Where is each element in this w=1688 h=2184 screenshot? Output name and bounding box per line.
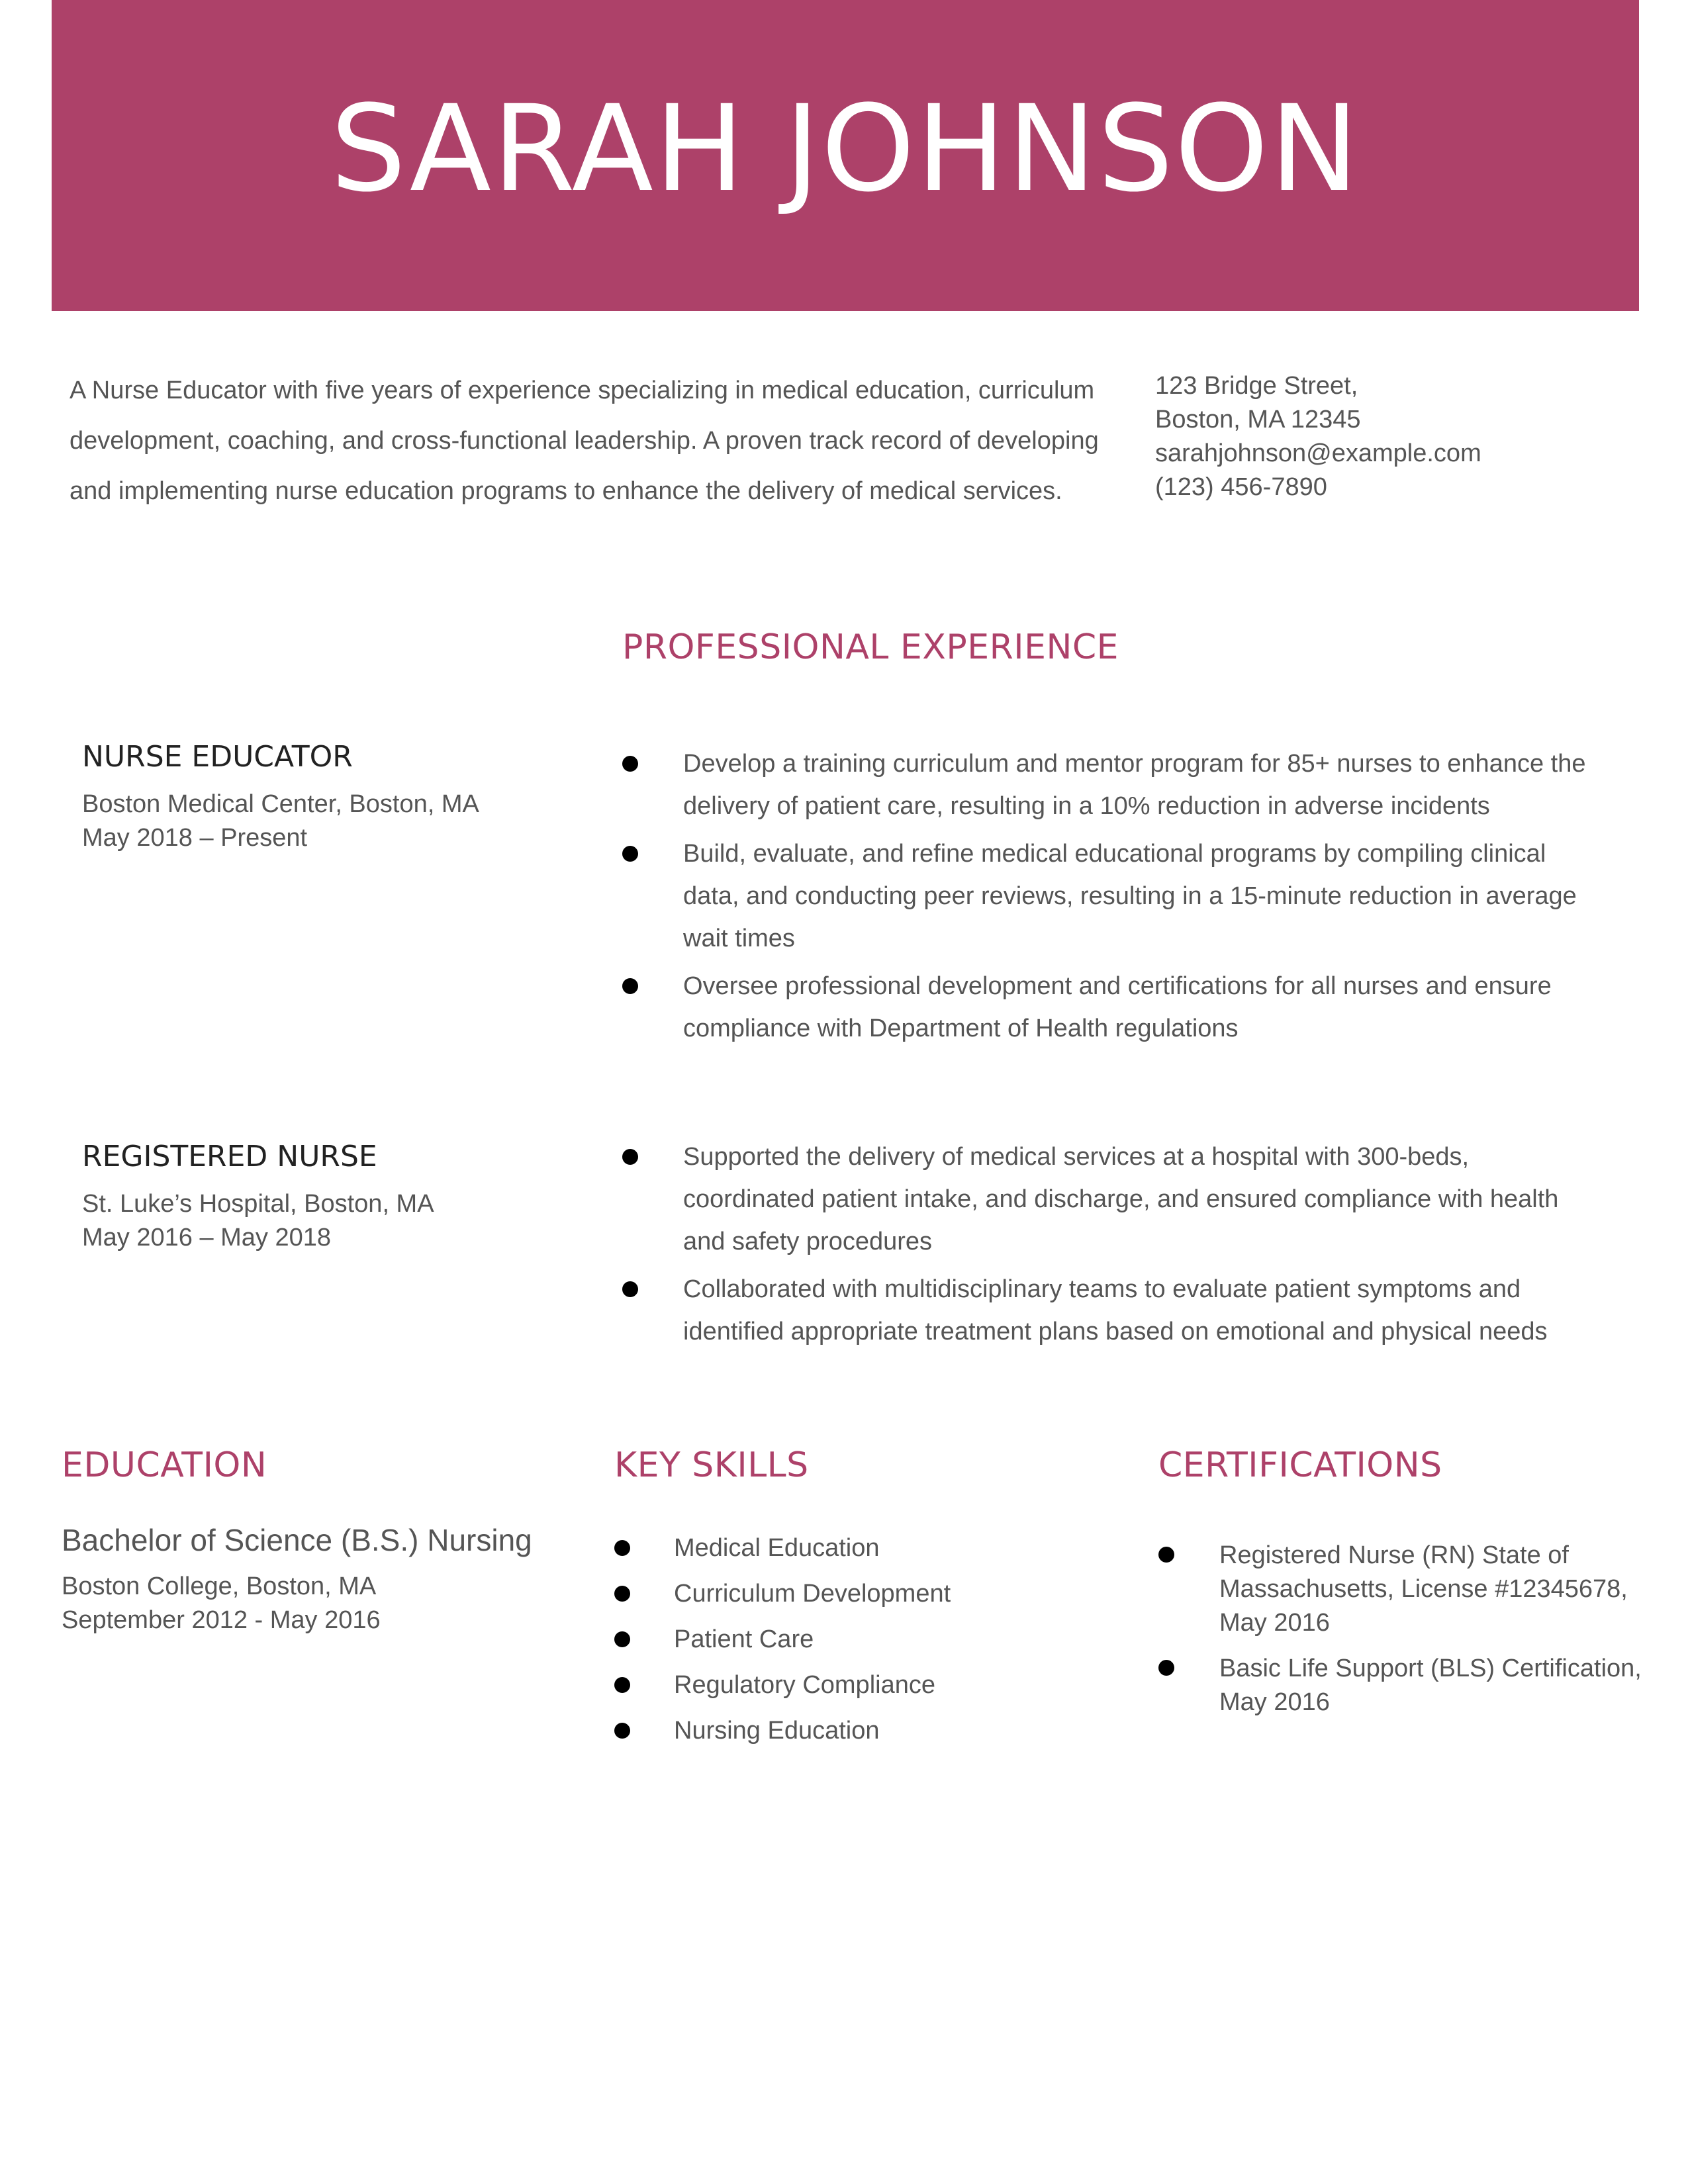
skills-heading: KEY SKILLS bbox=[614, 1445, 809, 1485]
list-item bbox=[622, 1136, 1602, 1263]
bullet-icon bbox=[614, 1631, 630, 1647]
list-item bbox=[614, 1617, 1064, 1662]
skill-text: Patient Care bbox=[674, 1625, 814, 1653]
list-item bbox=[622, 1268, 1602, 1353]
certifications-list bbox=[1158, 1539, 1642, 1731]
job-dates: May 2018 – Present bbox=[82, 824, 308, 852]
bullet-icon bbox=[1158, 1660, 1174, 1676]
skill-text: Regulatory Compliance bbox=[674, 1671, 935, 1699]
bullet-icon bbox=[1158, 1547, 1174, 1563]
contact-info bbox=[1155, 369, 1481, 504]
list-item bbox=[614, 1571, 1064, 1617]
job-title: REGISTERED NURSE bbox=[82, 1140, 377, 1173]
list-item bbox=[1158, 1539, 1642, 1640]
contact-email: sarahjohnson@example.com bbox=[1155, 439, 1481, 467]
list-item bbox=[1158, 1652, 1642, 1719]
bullet-text: Collaborated with multidisciplinary teams to evaluate patient symptoms and identified appropriate treatment plans based on emotional and physical needs bbox=[683, 1275, 1548, 1345]
bullet-text: Oversee professional development and certifications for all nurses and ensure compliance with Department of Health regulations bbox=[683, 972, 1552, 1042]
candidate-name: SARAH JOHNSON bbox=[330, 79, 1360, 218]
education-meta bbox=[62, 1570, 381, 1637]
list-item bbox=[622, 833, 1602, 960]
list-item bbox=[614, 1662, 1064, 1708]
bullet-icon bbox=[622, 756, 638, 772]
bullet-icon bbox=[614, 1540, 630, 1556]
job-employer: Boston Medical Center, Boston, MA bbox=[82, 790, 479, 818]
list-item bbox=[614, 1525, 1064, 1571]
bullet-icon bbox=[614, 1586, 630, 1602]
job-employer: St. Luke’s Hospital, Boston, MA bbox=[82, 1190, 434, 1218]
school: Boston College, Boston, MA bbox=[62, 1572, 377, 1600]
job-dates: May 2016 – May 2018 bbox=[82, 1224, 332, 1251]
list-item bbox=[622, 743, 1602, 827]
job-title: NURSE EDUCATOR bbox=[82, 740, 353, 774]
bullet-text: Supported the delivery of medical services at a hospital with 300-beds, coordinated patient intake, and discharge, and ensured compliance with health and safety procedures bbox=[683, 1143, 1559, 1255]
job-bullets bbox=[622, 1136, 1602, 1358]
contact-city: Boston, MA 12345 bbox=[1155, 406, 1361, 433]
certification-text: Registered Nurse (RN) State of Massachusetts, License #12345678, May 2016 bbox=[1219, 1541, 1628, 1637]
bullet-icon bbox=[622, 1149, 638, 1165]
bullet-icon bbox=[614, 1677, 630, 1693]
bullet-icon bbox=[622, 1281, 638, 1297]
certifications-heading: CERTIFICATIONS bbox=[1158, 1445, 1442, 1485]
header-banner bbox=[52, 0, 1639, 311]
job-meta bbox=[82, 1187, 434, 1255]
list-item bbox=[622, 965, 1602, 1050]
education-dates: September 2012 - May 2016 bbox=[62, 1606, 381, 1634]
bullet-icon bbox=[622, 846, 638, 862]
certification-text: Basic Life Support (BLS) Certification, May 2016 bbox=[1219, 1655, 1642, 1716]
education-heading: EDUCATION bbox=[62, 1445, 267, 1485]
experience-heading: PROFESSIONAL EXPERIENCE bbox=[622, 627, 1119, 667]
skills-list bbox=[614, 1525, 1064, 1754]
job-bullets bbox=[622, 743, 1602, 1055]
contact-street: 123 Bridge Street, bbox=[1155, 372, 1358, 400]
skill-text: Medical Education bbox=[674, 1534, 880, 1562]
skill-text: Nursing Education bbox=[674, 1717, 880, 1745]
contact-phone: (123) 456-7890 bbox=[1155, 473, 1327, 501]
bullet-icon bbox=[614, 1723, 630, 1739]
degree: Bachelor of Science (B.S.) Nursing bbox=[62, 1523, 532, 1557]
skill-text: Curriculum Development bbox=[674, 1580, 951, 1608]
bullet-text: Develop a training curriculum and mentor program for 85+ nurses to enhance the delivery of patient care, resulting in a 10% reduction in adverse incidents bbox=[683, 750, 1586, 820]
summary: A Nurse Educator with five years of experience specializing in medical education, curriculum development, coaching, and cross-functional leadership. A proven track record of developing and implementing nurse education programs to enhance the delivery of medical services. bbox=[70, 377, 1099, 505]
bullet-text: Build, evaluate, and refine medical educational programs by compiling clinical data, and conducting peer reviews, resulting in a 15-minute reduction in average wait times bbox=[683, 840, 1577, 952]
bullet-icon bbox=[622, 978, 638, 994]
list-item bbox=[614, 1708, 1064, 1754]
job-meta bbox=[82, 788, 479, 855]
